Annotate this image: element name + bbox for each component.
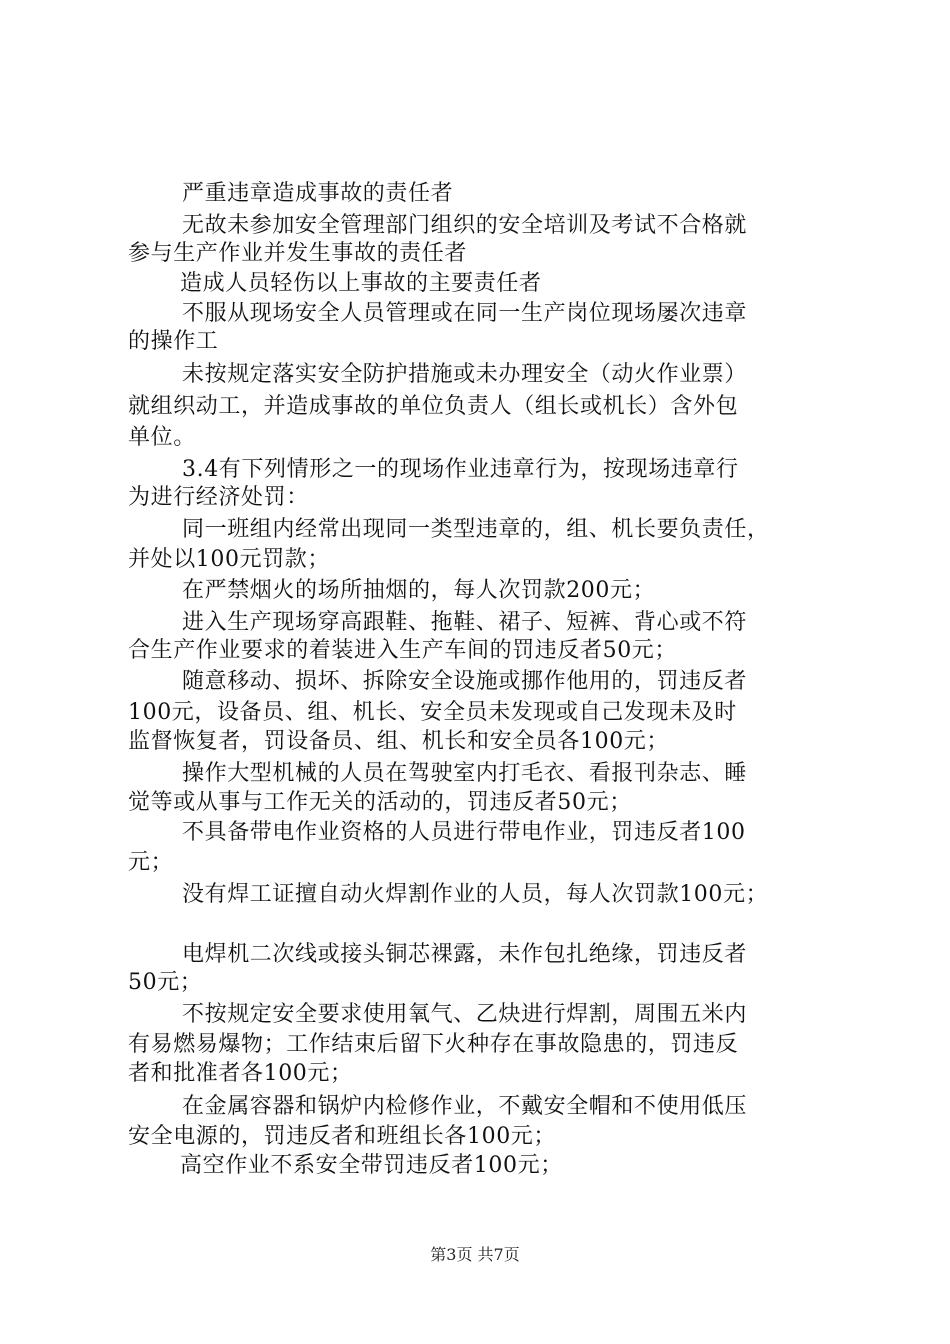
page-number-footer: 第3页 共7页 — [430, 1245, 520, 1264]
text-line: 合生产作业要求的着装进入生产车间的罚违反者50元； — [128, 638, 677, 663]
text-line: 造成人员轻伤以上事故的主要责任者 — [180, 271, 542, 296]
text-line: 同一班组内经常出现同一类型违章的，组、机长要负责任， — [182, 517, 770, 542]
text-line: 高空作业不系安全带罚违反者100元； — [180, 1153, 563, 1178]
text-line: 参与生产作业并发生事故的责任者 — [128, 241, 468, 266]
text-line: 不具备带电作业资格的人员进行带电作业，罚违反者100 — [182, 820, 746, 845]
text-line: 元； — [128, 850, 174, 875]
text-line: 监督恢复者，罚设备员、组、机长和安全员各100元； — [128, 729, 669, 754]
text-line: 觉等或从事与工作无关的活动的，罚违反者50元； — [128, 790, 632, 815]
text-line: 并处以100元罚款； — [128, 547, 330, 572]
text-line: 不服从现场安全人员管理或在同一生产岗位现场屡次违章 — [182, 301, 748, 326]
text-line: 进入生产现场穿高跟鞋、拖鞋、裙子、短裤、背心或不符 — [182, 610, 748, 635]
text-line: 随意移动、损坏、拆除安全设施或挪作他用的，罚违反者 — [182, 669, 748, 694]
text-line: 不按规定安全要求使用氧气、乙炔进行焊割，周围五米内 — [182, 1002, 748, 1027]
text-line: 严重违章造成事故的责任者 — [182, 181, 454, 206]
text-line: 就组织动工，并造成事故的单位负责人（组长或机长）含外包 — [128, 394, 739, 419]
text-line: 未按规定落实安全防护措施或未办理安全（动火作业票） — [182, 362, 748, 387]
text-line: 100元，设备员、组、机长、安全员未发现或自己发现未及时 — [128, 700, 737, 725]
text-line: 为进行经济处罚： — [128, 485, 309, 510]
text-line: 没有焊工证擅自动火焊割作业的人员，每人次罚款100元； — [182, 882, 769, 907]
text-line: 无故未参加安全管理部门组织的安全培训及考试不合格就 — [182, 213, 748, 238]
text-line: 单位。 — [128, 425, 196, 450]
text-line: 操作大型机械的人员在驾驶室内打毛衣、看报刊杂志、睡 — [182, 761, 748, 786]
text-line: 50元； — [128, 970, 203, 995]
text-line: 3.4有下列情形之一的现场作业违章行为，按现场违章行 — [182, 457, 739, 482]
text-line: 者和批准者各100元； — [128, 1061, 353, 1086]
text-line: 在严禁烟火的场所抽烟的，每人次罚款200元； — [182, 578, 656, 603]
text-line: 安全电源的，罚违反者和班组长各100元； — [128, 1124, 556, 1149]
text-line: 有易燃易爆物；工作结束后留下火种存在事故隐患的，罚违反 — [128, 1032, 739, 1057]
text-line: 电焊机二次线或接头铜芯裸露，未作包扎绝缘，罚违反者 — [182, 942, 748, 967]
text-line: 在金属容器和锅炉内检修作业，不戴安全帽和不使用低压 — [182, 1094, 748, 1119]
text-line: 的操作工 — [128, 329, 219, 354]
